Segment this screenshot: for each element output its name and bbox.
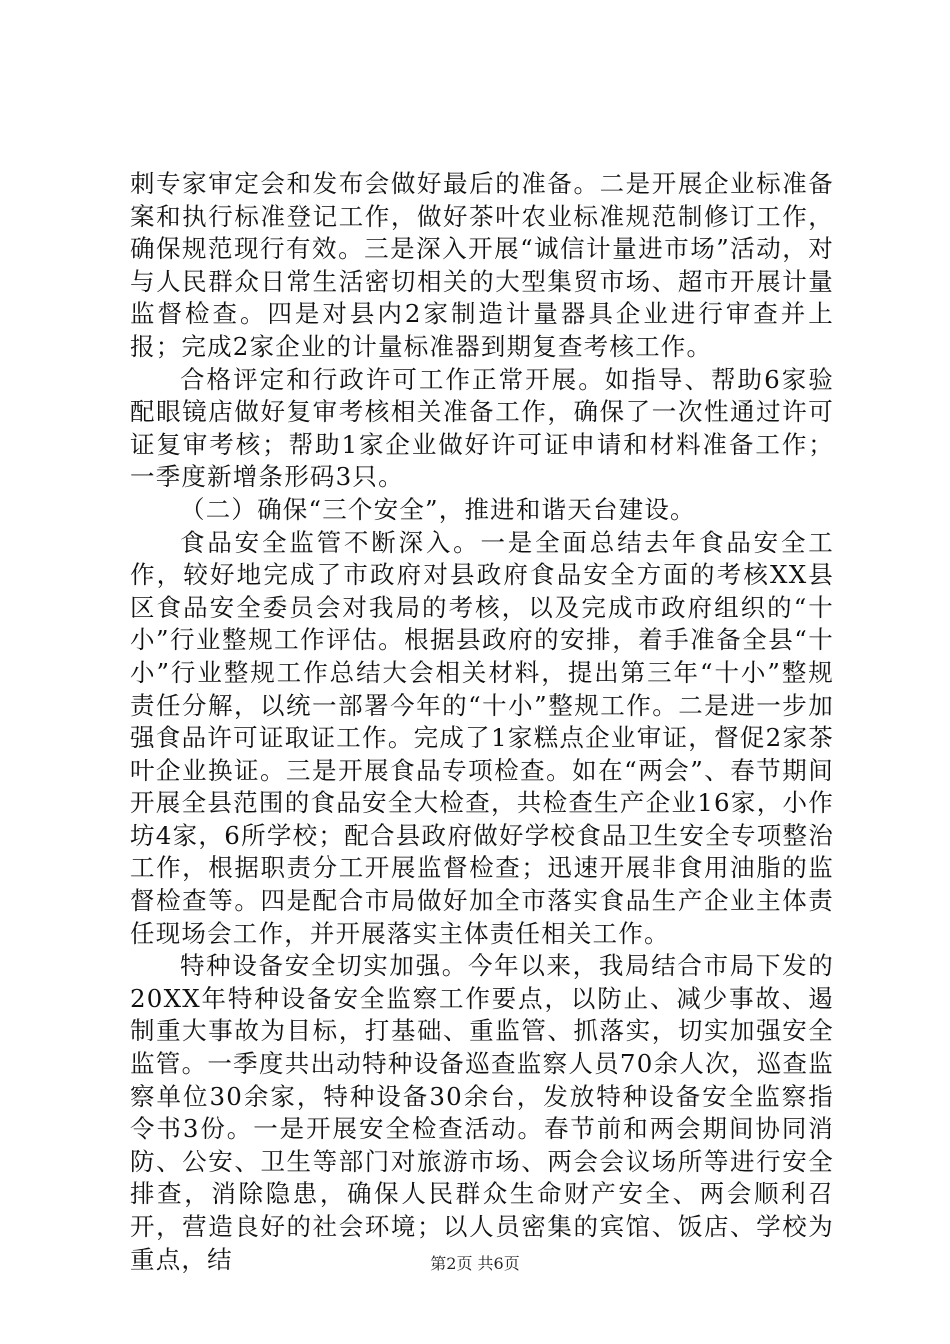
page-footer: 第2页 共6页 — [430, 1254, 520, 1273]
paragraph-2: 合格评定和行政许可工作正常开展。如指导、帮助6家验配眼镜店做好复审考核相关准备工作，确保了一次性通过许可证复审考核；帮助1家企业做好许可证申请和材料准备工作；一季度新增条形码3只。 — [130, 364, 834, 492]
document-body — [130, 168, 834, 1276]
paragraph-3: 食品安全监管不断深入。一是全面总结去年食品安全工作，较好地完成了市政府对县政府食品安全方面的考核XX县区食品安全委员会对我局的考核，以及完成市政府组织的“十小”行业整规工作评估。根据县政府的安排，着手准备全县“十小”行业整规工作总结大会相关材料，提出第三年“十小”整规责任分解，以统一部署今年的“十小”整规工作。二是进一步加强食品许可证取证工作。完成了1家糕点企业审证，督促2家茶叶企业换证。三是开展食品专项检查。如在“两会”、春节期间开展全县范围的食品安全大检查，共检查生产企业16家，小作坊4家，6所学校；配合县政府做好学校食品卫生安全专项整治工作，根据职责分工开展监督检查；迅速开展非食用油脂的监督检查等。四是配合市局做好加全市落实食品生产企业主体责任现场会工作，并开展落实主体责任相关工作。 — [130, 527, 834, 948]
paragraph-4: 特种设备安全切实加强。今年以来，我局结合市局下发的20XX年特种设备安全监察工作要点，以防止、减少事故、遏制重大事故为目标，打基础、重监管、抓落实，切实加强安全监管。一季度共出动特种设备巡查监察人员70余人次，巡查监察单位30余家，特种设备30余台，发放特种设备安全监察指令书3份。一是开展安全检查活动。春节前和两会期间协同消防、公安、卫生等部门对旅游市场、两会会议场所等进行安全排查，消除隐患，确保人民群众生命财产安全、两会顺利召开，营造良好的社会环境；以人员密集的宾馆、饭店、学校为重点，结 — [130, 951, 834, 1274]
section-heading: （二）确保“三个安全”，推进和谐天台建设。 — [180, 494, 696, 524]
paragraph-1: 刺专家审定会和发布会做好最后的准备。二是开展企业标准备案和执行标准登记工作，做好茶叶农业标准规范制修订工作，确保规范现行有效。三是深入开展“诚信计量进市场”活动，对与人民群众日常生活密切相关的大型集贸市场、超市开展计量监督检查。四是对县内2家制造计量器具企业进行审查并上报；完成2家企业的计量标准器到期复查考核工作。 — [130, 169, 834, 361]
